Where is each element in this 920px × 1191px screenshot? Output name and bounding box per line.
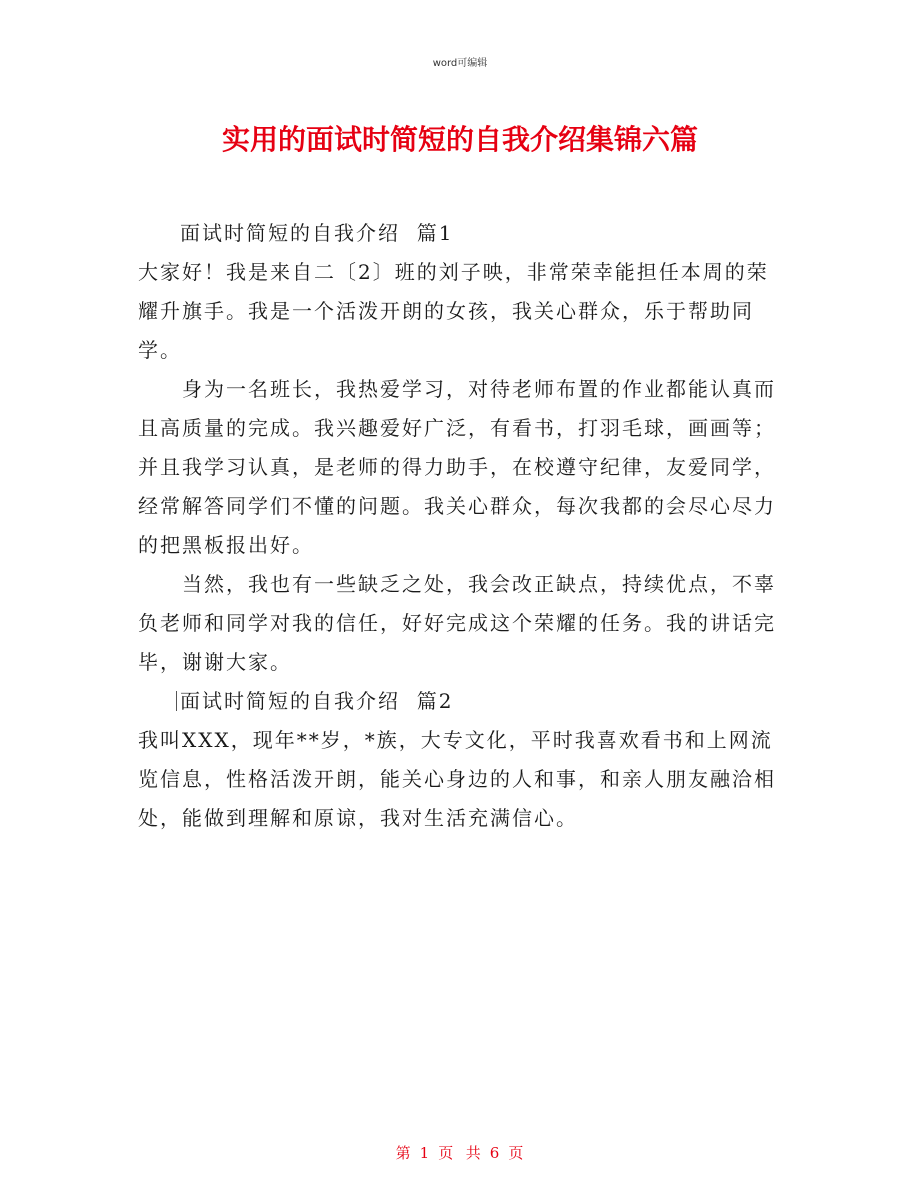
page-footer [0,1142,920,1163]
section-1-paragraph-3: 当然，我也有一些缺乏之处，我会改正缺点，持续优点，不辜负老师和同学对我的信任，好好完成这个荣耀的任务。我的讲话完毕，谢谢大家。 [138,572,776,674]
footer-suffix: 页 [508,1144,525,1162]
section-1-paragraph-2: 身为一名班长，我热爱学习，对待老师布置的作业都能认真而且高质量的完成。我兴趣爱好广泛，有看书，打羽毛球，画画等；并且我学习认真，是老师的得力助手，在校遵守纪律，友爱同学，经常解答同学们不懂的问题。我关心群众，每次我都的会尽心尽力的把黑板报出好。 [138,377,776,557]
section-1-heading: 面试时简短的自我介绍 篇1 [180,221,454,245]
footer-prefix: 第 [395,1144,412,1162]
footer-total-pages: 6 [489,1144,501,1162]
section-2-heading-row [138,682,788,721]
footer-page-number: 1 [419,1144,431,1162]
document-body [138,214,788,838]
section-1-paragraph-1: 大家好！我是来自二〔2〕班的刘子映，非常荣幸能担任本周的荣耀升旗手。我是一个活泼开朗的女孩，我关心群众，乐于帮助同学。 [138,260,769,362]
text-cursor [176,691,177,711]
section-2-paragraph-1: 我叫XXX，现年**岁，*族，大专文化，平时我喜欢看书和上网流览信息，性格活泼开朗，能关心身边的人和事，和亲人朋友融洽相处，能做到理解和原谅，我对生活充满信心。 [138,728,776,830]
document-title: 实用的面试时简短的自我介绍集锦六篇 [221,123,698,156]
footer-middle: 页 共 [438,1144,482,1162]
header-note: word可编辑 [432,58,488,69]
section-2-heading: 面试时简短的自我介绍 篇2 [180,689,454,713]
